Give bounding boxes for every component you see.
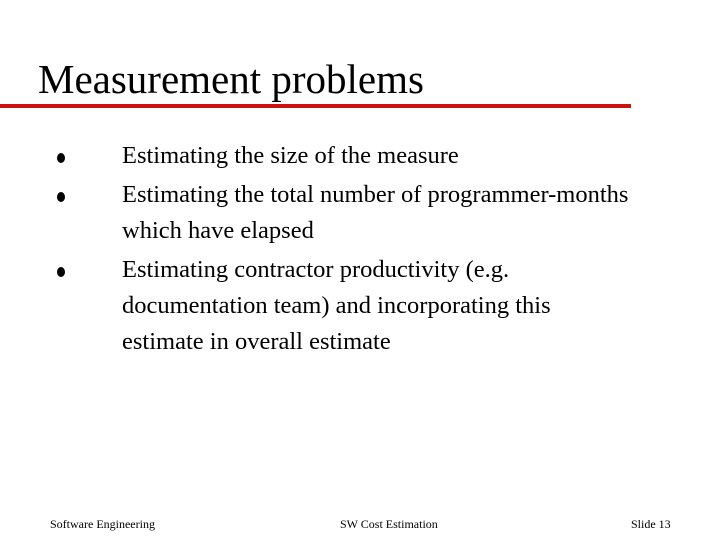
bullet-dot-icon	[57, 192, 65, 202]
footer-course-title: Software Engineering	[50, 517, 155, 531]
bullet-text: Estimating the size of the measure	[122, 142, 459, 169]
bullet-text: Estimating contractor productivity (e.g. documentation team) and incorporating this estimate in overall estimate	[122, 256, 551, 355]
bullet-item	[0, 177, 632, 249]
slide-title: Measurement problems	[38, 56, 424, 102]
bullet-list	[0, 138, 720, 363]
bullet-dot-icon	[57, 153, 65, 163]
footer-topic: SW Cost Estimation	[340, 517, 438, 531]
bullet-dot-icon	[57, 267, 65, 277]
bullet-item	[0, 252, 632, 360]
bullet-text: Estimating the total number of programmer-months which have elapsed	[122, 181, 629, 244]
title-underline	[0, 104, 631, 108]
bullet-item	[0, 138, 632, 174]
footer-slide-number: Slide 13	[631, 517, 671, 531]
